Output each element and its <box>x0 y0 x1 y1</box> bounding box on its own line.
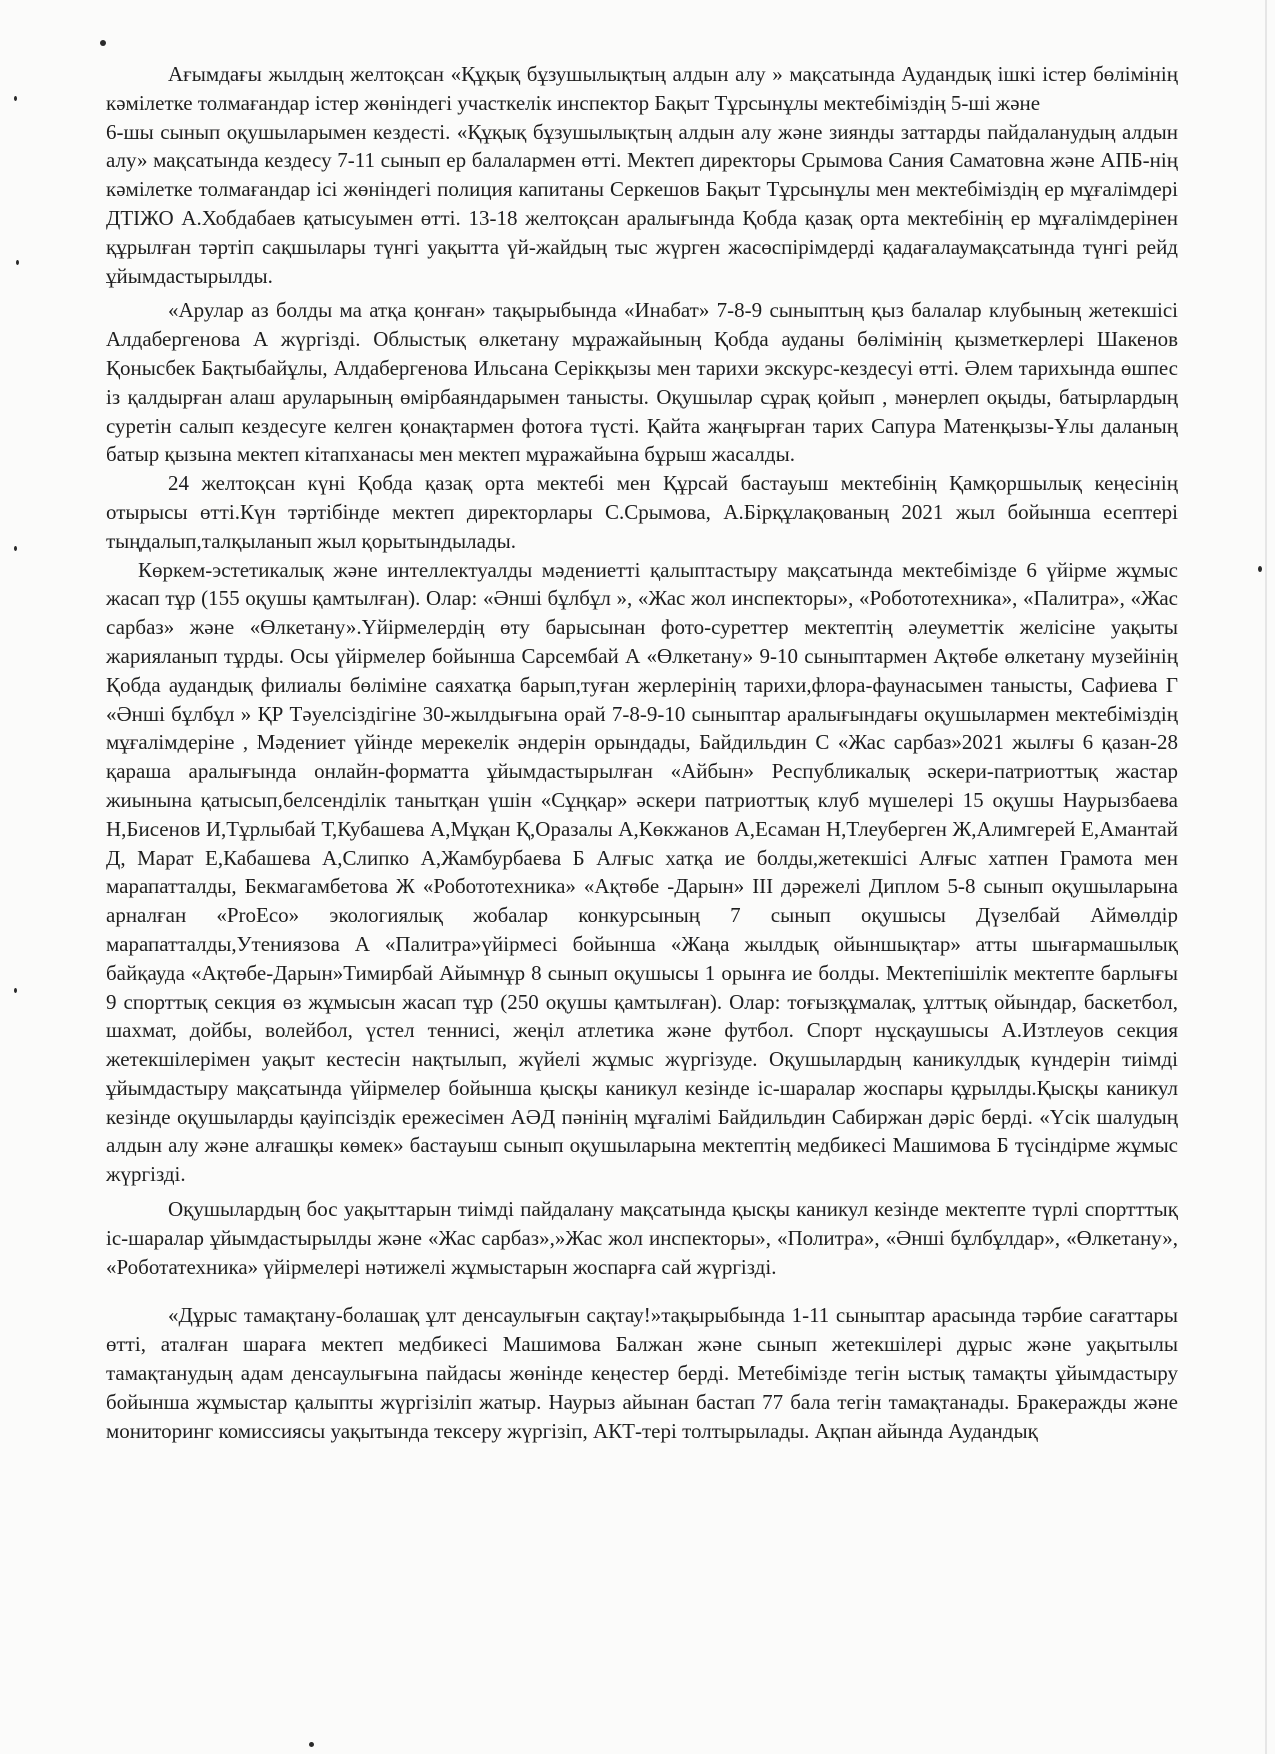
paragraph-5: Көркем-эстетикалық және интеллектуалды мәдениетті қалыптастыру мақсатында мектебімізде 6 үйірме жұмыс жасап тұр (155 оқушы қамтылған). Олар: «Әнші бұлбұл », «Жас жол инспекторы», «Робототехника», «Палитра», «Жас сарбаз» және «Өлкетану».Үйірмелердің өту барысынан фото-суреттер мектептің әлеуметтік желісіне уақыты жарияланып тұрды. Осы үйірмелер бойынша Сарсембай А «Өлкетану» 9-10 сыныптармен Ақтөбе өлкетану музейінің Қобда аудандық филиалы бөліміне саяхатқа барып,туған жерлерінің тарихи,флора-фаунасымен танысты, Сафиева Г «Әнші бұлбұл » ҚР Тәуелсіздігіне 30-жылдығына орай 7-8-9-10 сыныптар аралығындағы оқушылармен мектебіміздің мұғалімдеріне , Мәдениет үйінде мерекелік әндерін орындады, Байдильдин С «Жас сарбаз»2021 жылғы 6 қазан-28 қараша аралығында онлайн-форматта ұйымдастырылған «Айбын» Республикалық әскери-патриоттық жастар жиынына қатысып,белсенділік танытқан үшін «Сұңқар» әскери патриоттық клуб мүшелері 15 оқушы Наурызбаева Н,Бисенов И,Тұрлыбай Т,Кубашева А,Мұқан Қ,Оразалы А,Көкжанов А,Есаман Н,Тлеуберген Ж,Алимгерей Е,Амантай Д, Марат Е,Кабашева А,Слипко А,Жамбурбаева Б Алғыс хатқа ие болды,жетекшісі Алғыс хатпен Грамота мен марапатталды, Бекмагамбетова Ж «Робототехника» «Ақтөбе -Дарын» ІІІ дәрежелі Диплом 5-8 сынып оқушыларына арналған «ProEco» экологиялық жобалар конкурсының 7 сынып оқушысы Дүзелбай Аймөлдір марапатталды,Утениязова А «Палитра»үйірмесі бойынша «Жаңа жылдық ойыншықтар» атты шығармашылық байқауда «Ақтөбе-Дарын»Тимирбай Айымнұр 8 сынып оқушысы 1 орынға ие болды. Мектепішілік мектепте барлығы 9 спорттық секция өз жұмысын жасап тұр (250 оқушы қамтылған). Олар: тоғызқұмалақ, ұлттық ойындар, баскетбол, шахмат, дойбы, волейбол, үстел теннисі, жеңіл атлетика және футбол. Спорт нұсқаушысы А.Изтлеуов секция жетекшілерімен уақыт кестесін нақтылып, жүйелі жұмыс жүргізуде. Оқушылардың каникулдық күндерін тиімді ұйымдастыру мақсатында үйірмелер бойынша қысқы каникул кезінде іс-шаралар жоспары құрылды.Қысқы каникул кезінде оқушыларды қауіпсіздік ережесімен АӘД пәнінің мұғалімі Байдильдин Сабиржан дәріс берді. «Үсік шалудың алдын алу және алғашқы көмек» бастауыш сынып оқушыларына мектептің медбикесі Машимова Б түсіндірме жұмыс жүргізді. <box>106 557 1178 1187</box>
scan-edge-line <box>1265 0 1267 1754</box>
paragraph-1: Ағымдағы жылдың желтоқсан «Құқық бұзушылықтың алдын алу » мақсатында Аудандық ішкі істер бөлімінің кәмілетке толмағандар істер жөніндегі участкелік инспектор Бақыт Тұрсынұлы мектебіміздің 5-ші және <box>106 62 1178 115</box>
scan-speck <box>1258 566 1262 572</box>
paragraph-4: 24 желтоқсан күні Қобда қазақ орта мектебі мен Құрсай бастауыш мектебінің Қамқоршылық кеңесінің отырысы өтті.Күн тәртібінде мектеп директорлары С.Срымова, А.Бірқұлақованың 2021 жыл бойынша есептері тыңдалып,талқыланып жыл қорытындылады. <box>106 471 1178 553</box>
paragraph-6: Оқушылардың бос уақыттарын тиімді пайдалану мақсатында қысқы каникул кезінде мектепте түрлі спортттық іс-шаралар ұйымдастырылды және «Жас сарбаз»,»Жас жол инспекторы», «Политра», «Әнші бұлбұлдар», «Өлкетану», «Роботатехника» үйірмелері нәтижелі жұмыстарын жоспарға сай жүргізді. <box>106 1197 1178 1279</box>
scan-speck <box>14 988 17 993</box>
scan-speck <box>14 546 17 551</box>
scan-speck <box>100 40 106 46</box>
paragraph-2: 6-шы сынып оқушыларымен кездесті. «Құқық бұзушылықтың алдын алу және зиянды заттарды пайдаланудың алдын алу» мақсатында кездесу 7-11 сынып ер балалармен өтті. Мектеп директоры Срымова Сания Саматовна және АПБ-нің кәмілетке толмағандар ісі жөніндегі полиция капитаны Серкешов Бақыт Тұрсынұлы мен мектебіміздің ер мұғалімдері ДТІЖО А.Хобдабаев қатысуымен өтті. 13-18 желтоқсан аралығында Қобда қазақ орта мектебінің ер мұғалімдерінен құрылған тәртіп сақшылары түнгі уақытта үй-жайдың тыс жүрген жасөспірімдерді қадағалаумақсатында түнгі рейд ұйымдастырылды. <box>106 119 1178 288</box>
scan-speck <box>309 1742 314 1747</box>
document-body <box>106 60 1178 1445</box>
paragraph-3: «Арулар аз болды ма атқа қонған» тақырыбында «Инабат» 7-8-9 сыныптың қыз балалар клубының жетекшісі Алдабергенова А жүргізді. Облыстық өлкетану мұражайының Қобда ауданы бөлімінің қызметкерлері Шакенов Қонысбек Бақтыбайұлы, Алдабергенова Ильсана Серікқызы мен тарихи экскурс-кездесуі өтті. Әлем тарихында өшпес із қалдырған алаш аруларының өмірбаяндарымен танысты. Оқушылар сұрақ қойып , мәнерлеп оқыды, батырлардың суретін салып кездесуге келген қонақтармен фотоға түсті. Қайта жаңғырған тарих Сапура Матенқызы-Ұлы даланың батыр қызына мектеп кітапханасы мен мектеп мұражайына бұрыш жасалды. <box>106 298 1178 467</box>
paragraph-7: «Дұрыс тамақтану-болашақ ұлт денсаулығын сақтау!»тақырыбында 1-11 сыныптар арасында тәрбие сағаттары өтті, аталған шараға мектеп медбикесі Машимова Балжан және сынып жетекшілері дұрыс және уақытылы тамақтанудың адам денсаулығына пайдасы жөнінде кеңестер берді. Метебімізде тегін ыстық тамақты ұйымдастыру бойынша жұмыстар қалыпты жүргізіліп жатыр. Наурыз айынан бастап 77 бала тегін тамақтанады. Бракеражды және мониторинг комиссиясы уақытында тексеру жүргізіп, АКТ-тері толтырылады. Ақпан айында Аудандық <box>106 1303 1178 1443</box>
scan-speck <box>14 96 17 101</box>
scan-speck <box>16 260 19 265</box>
